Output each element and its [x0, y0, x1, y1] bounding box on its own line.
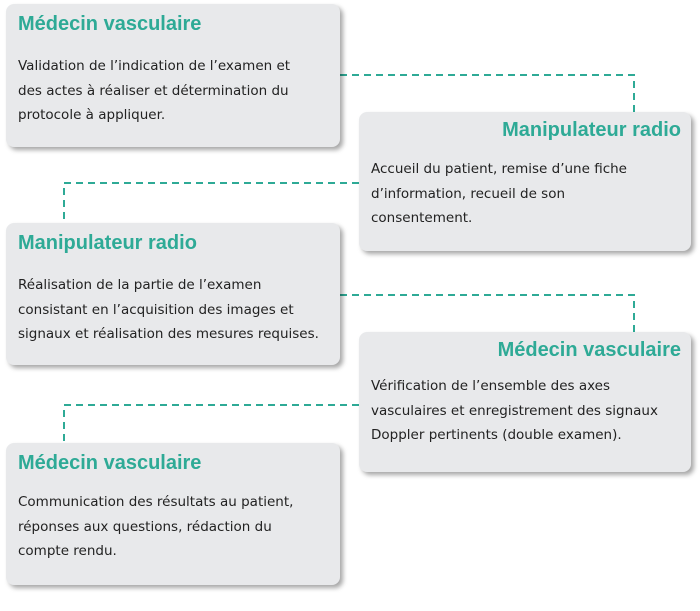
step-1-line-1: Validation de l’indication de l’examen et	[18, 58, 291, 74]
step-5-line-3: compte rendu.	[18, 543, 117, 559]
step-2-line-1: Accueil du patient, remise d’une fiche	[371, 161, 627, 177]
step-3-description	[18, 273, 338, 347]
step-1-role-title: Médecin vasculaire	[18, 13, 202, 35]
step-card-1	[6, 4, 340, 147]
step-5-role-title: Médecin vasculaire	[18, 452, 202, 474]
step-2-line-2: d’information, recueil de son	[371, 185, 566, 202]
step-card-2	[359, 112, 691, 251]
step-1-line-3: protocole à appliquer.	[18, 107, 166, 123]
connector-step4-to-step5	[64, 405, 359, 443]
step-1-line-2: des actes à réaliser et détermination du	[18, 82, 289, 99]
step-4-description	[371, 374, 686, 448]
step-4-role-title: Médecin vasculaire	[497, 339, 681, 361]
step-5-description	[18, 490, 328, 564]
step-3-line-1: Réalisation de la partie de l’examen	[18, 277, 262, 293]
step-card-3	[6, 223, 340, 365]
step-5-line-1: Communication des résultats au patient,	[18, 494, 294, 510]
step-4-line-3: Doppler pertinents (double examen).	[371, 427, 622, 443]
connector-step3-to-step4	[340, 295, 634, 332]
step-1-description	[18, 54, 328, 128]
step-4-line-1: Vérification de l’ensemble des axes	[371, 378, 611, 394]
step-card-4	[359, 332, 691, 472]
step-2-role-title: Manipulateur radio	[502, 119, 681, 141]
connector-step1-to-step2	[340, 75, 634, 112]
step-3-line-3: signaux et réalisation des mesures requises.	[18, 326, 319, 342]
step-5-line-2: réponses aux questions, rédaction du	[18, 518, 272, 535]
step-2-line-3: consentement.	[371, 210, 473, 226]
step-3-line-2: consistant en l’acquisition des images et	[18, 301, 294, 318]
step-2-description	[371, 157, 681, 231]
step-4-line-2: vasculaires et enregistrement des signaux	[371, 402, 658, 419]
step-card-5	[6, 443, 340, 585]
step-3-role-title: Manipulateur radio	[18, 232, 197, 254]
connector-step2-to-step3	[64, 183, 359, 223]
